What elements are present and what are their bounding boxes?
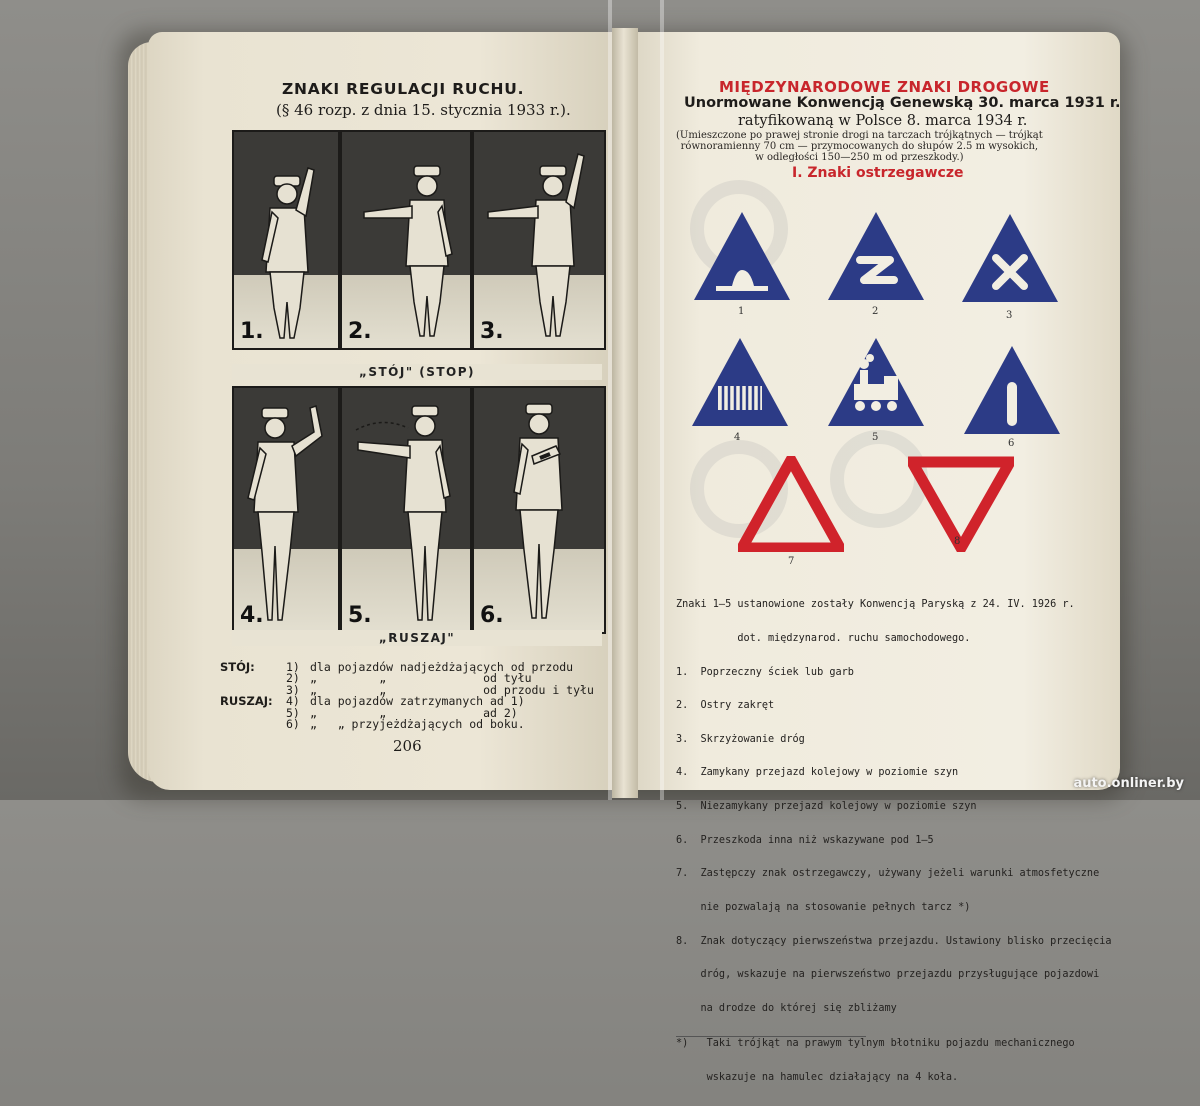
policeman-figure — [234, 132, 338, 348]
sign-number: 8 — [954, 536, 961, 547]
text-line: 2. Ostry zakręt — [676, 700, 775, 712]
legend-key: STÓJ: — [220, 660, 255, 674]
legend-key — [220, 719, 286, 730]
sign-number: 4 — [734, 432, 741, 443]
gesture-panel-5 — [340, 386, 472, 634]
substitute-warning-triangle-icon — [738, 456, 844, 552]
book-spine — [612, 28, 638, 798]
legend-num: 1) — [286, 660, 300, 674]
policeman-figure — [342, 132, 470, 348]
traffic-gesture-illustrations — [232, 130, 602, 645]
legend-text: „ „ przyjeżdżających od boku. — [310, 717, 525, 732]
text-line: 4. Zamykany przejazd kolejowy w poziomie szyn — [676, 767, 959, 779]
panel-number: 2. — [348, 319, 372, 344]
legend-num: 4) — [286, 694, 300, 709]
text-line: na drodze do której się zbliżamy — [676, 1002, 897, 1014]
footnote-line: wskazuje na hamulec działający na 4 koła. — [676, 1071, 959, 1083]
sign-number: 7 — [788, 556, 795, 567]
text-line: 7. Zastępczy znak ostrzegawczy, używany jeżeli warunki atmosfetyczne — [676, 868, 1100, 880]
site-watermark: auto.onliner.by — [1073, 776, 1184, 791]
legend-text: dla pojazdów zatrzymanych ad 1) — [310, 694, 525, 709]
sign-number: 3 — [1006, 310, 1013, 321]
gated-railway-crossing-sign-icon — [690, 336, 790, 428]
sign-number: 6 — [1008, 438, 1015, 449]
section-heading: I. Znaki ostrzegawcze — [792, 165, 964, 181]
display-glass-reflection — [660, 0, 664, 800]
legend-key — [220, 708, 286, 719]
display-glass-reflection — [608, 0, 612, 800]
text-line: 3. Skrzyżowanie dróg — [676, 733, 805, 745]
policeman-figure — [474, 132, 604, 348]
legend-row — [220, 719, 594, 730]
legend-key: RUSZAJ: — [220, 694, 273, 709]
go-caption: „RUSZAJ" — [232, 630, 602, 646]
legend-text: „ „ od przodu i tyłu — [310, 682, 594, 697]
panel-number: 4. — [240, 603, 264, 628]
gesture-panel-1 — [232, 130, 340, 350]
sign-descriptions — [676, 577, 1111, 1106]
text-line: nie pozwalają na stosowanie pełnych tarcz *) — [676, 901, 971, 913]
left-page-subtitle: (§ 46 rozp. z dnia 15. stycznia 1933 r.). — [276, 101, 571, 119]
text-line: 6. Przeszkoda inna niż wskazywane pod 1—5 — [676, 834, 934, 846]
sign-number: 5 — [872, 432, 879, 443]
priority-inverted-triangle-icon — [908, 456, 1014, 552]
sign-number: 2 — [872, 306, 879, 317]
gesture-panel-3 — [472, 130, 606, 350]
gesture-panel-4 — [232, 386, 340, 634]
page-number: 206 — [393, 737, 422, 755]
left-page-title: ZNAKI REGULACJI RUCHU. — [282, 80, 525, 98]
bump-warning-sign-icon — [692, 210, 792, 302]
crossroads-sign-icon — [960, 212, 1060, 304]
panel-number: 1. — [240, 319, 264, 344]
sharp-curve-sign-icon — [826, 210, 926, 302]
sign-number: 1 — [738, 306, 745, 317]
gesture-panel-2 — [340, 130, 472, 350]
legend-text: dla pojazdów nadjeżdżających od przodu — [310, 660, 574, 674]
legend-key — [220, 673, 286, 684]
placement-note: (Umieszczone po prawej stronie drogi na tarczach trójkątnych — trójkąt równoramienny 70 cm — przymocowanych do słupów 2.5 m wysokich, w odległości 150—250 m od przeszkody.) — [676, 130, 1043, 163]
text-line: 1. Poprzeczny ściek lub garb — [676, 666, 854, 678]
footnote-line: *) Taki trójkąt na prawym tylnym błotniku pojazdu mechanicznego — [676, 1038, 1075, 1050]
other-obstacle-sign-icon — [962, 344, 1062, 436]
panel-number: 3. — [480, 319, 504, 344]
gesture-legend — [220, 662, 594, 730]
stop-caption: „STÓJ" (STOP) — [232, 364, 602, 380]
legend-num: 5) — [286, 705, 300, 720]
policeman-figure — [342, 388, 470, 632]
gesture-panel-6 — [472, 386, 606, 634]
text-line: Znaki 1—5 ustanowione zostały Konwencją Paryską z 24. IV. 1926 r. — [676, 599, 1075, 611]
text-line: dot. międzynarod. ruchu samochodowego. — [676, 633, 971, 645]
right-page-title: MIĘDZYNARODOWE ZNAKI DROGOWE — [719, 78, 1050, 96]
text-line: 5. Niezamykany przejazd kolejowy w poziomie szyn — [676, 801, 977, 813]
legend-num: 3) — [286, 682, 300, 697]
locomotive-sign-icon — [826, 336, 926, 428]
policeman-figure — [474, 388, 604, 632]
panel-number: 5. — [348, 603, 372, 628]
legend-text: „ „ od tyłu — [310, 671, 532, 686]
panel-number: 6. — [480, 603, 504, 628]
text-line: 8. Znak dotyczący pierwszeństwa przejazdu. Ustawiony blisko przecięcia — [676, 935, 1112, 947]
policeman-figure — [234, 388, 338, 632]
right-page-subtitle-2: ratyfikowaną w Polsce 8. marca 1934 r. — [738, 113, 1028, 129]
right-page-subtitle-1: Unormowane Konwencją Genewską 30. marca 1931 r. — [684, 95, 1121, 111]
text-line: dróg, wskazuje na pierwszeństwo przejazdu przysługujące pojazdowi — [676, 969, 1100, 981]
legend-num: 2) — [286, 671, 300, 686]
legend-text: „ „ ad 2) — [310, 705, 518, 720]
legend-num: 6) — [286, 717, 300, 732]
